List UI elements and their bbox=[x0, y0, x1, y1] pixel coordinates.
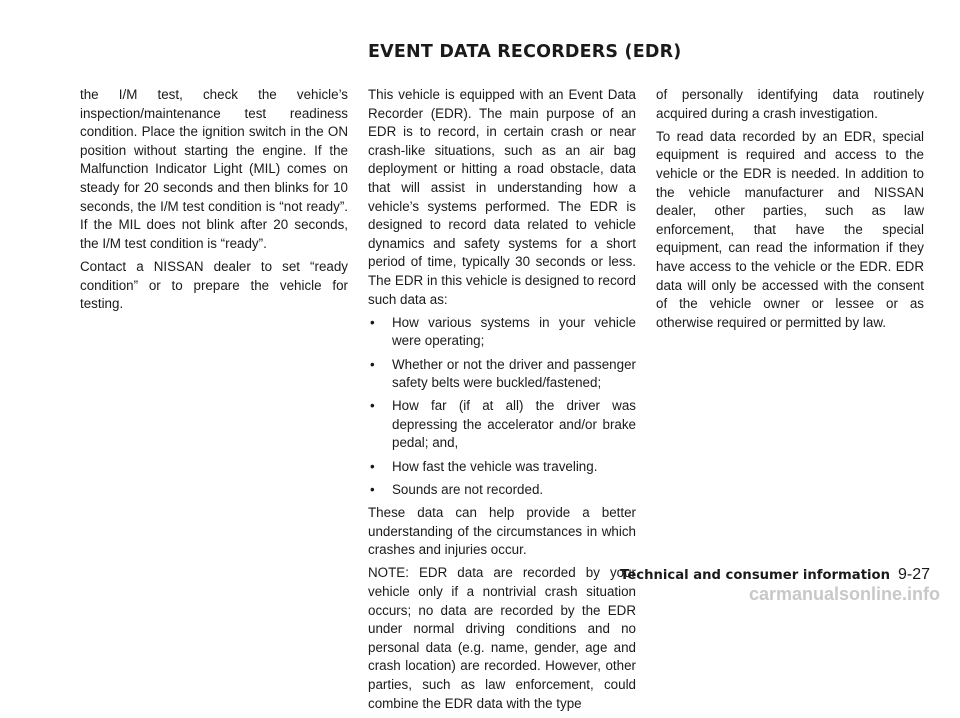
list-item: • Sounds are not recorded. bbox=[368, 481, 636, 500]
paragraph: of personally identifying data routinely acquired during a crash investigation. bbox=[656, 87, 924, 121]
watermark: carmanualsonline.info bbox=[748, 584, 940, 604]
paragraph: This vehicle is equipped with an Event Data Recorder (EDR). The main purpose of an EDR is to record, in certain crash or near crash-like situations, such as an air bag deployment or hitting a road obstacle, data that will assist in understanding how a vehicle’s systems performed. The EDR is designed to record data related to vehicle dynamics and safety systems for a short period of time, typically 30 seconds or less. The EDR in this vehicle is designed to record such data as: bbox=[368, 87, 636, 307]
chapter-title: Technical and consumer information bbox=[620, 568, 890, 583]
page-footer bbox=[620, 566, 930, 584]
text-column-right bbox=[656, 86, 924, 337]
paragraph: Contact a NISSAN dealer to set “ready condition” or to prepare the vehicle for testing. bbox=[80, 258, 348, 312]
paragraph: NOTE: EDR data are recorded by your vehicle only if a nontrivial crash situation occurs; no data are recorded by the EDR under normal driving conditions and no personal data (e.g. name, gender, age and crash location) are recorded. However, other parties, such as law enforcement, could combine the EDR data with the type bbox=[368, 565, 636, 711]
paragraph: These data can help provide a better understanding of the circumstances in which crashes and injuries occur. bbox=[368, 505, 636, 558]
list-item: • How fast the vehicle was traveling. bbox=[368, 458, 636, 477]
paragraph: To read data recorded by an EDR, special equipment is required and access to the vehicle or the EDR is needed. In addition to the vehicle manufacturer and NISSAN dealer, other parties, such as law enforcement, that have the special equipment, can read the information if they have access to the vehicle or the EDR. EDR data will only be accessed with the consent of the vehicle owner or lessee or as otherwise required or permitted by law. bbox=[656, 128, 924, 330]
list-item: • Whether or not the driver and passenger safety belts were buckled/fastened; bbox=[368, 356, 636, 393]
list-item: • How far (if at all) the driver was depressing the accelerator and/or brake pedal; and, bbox=[368, 397, 636, 453]
bullet-list bbox=[368, 314, 636, 500]
section-heading: EVENT DATA RECORDERS (EDR) bbox=[368, 42, 682, 62]
text-column-left bbox=[80, 86, 348, 318]
paragraph: the I/M test, check the vehicle’s inspection/maintenance test readiness condition. Place the ignition switch in the ON position without starting the engine. If the Malfunction Indicator Light (MIL) comes on steady for 20 seconds and then blinks for 10 seconds, the I/M test condition is “not ready”. If the MIL does not blink after 20 seconds, the I/M test condition is “ready”. bbox=[80, 87, 348, 251]
list-item: • How various systems in your vehicle were operating; bbox=[368, 314, 636, 351]
text-column-middle bbox=[368, 86, 636, 718]
page-number: 9-27 bbox=[897, 566, 930, 583]
